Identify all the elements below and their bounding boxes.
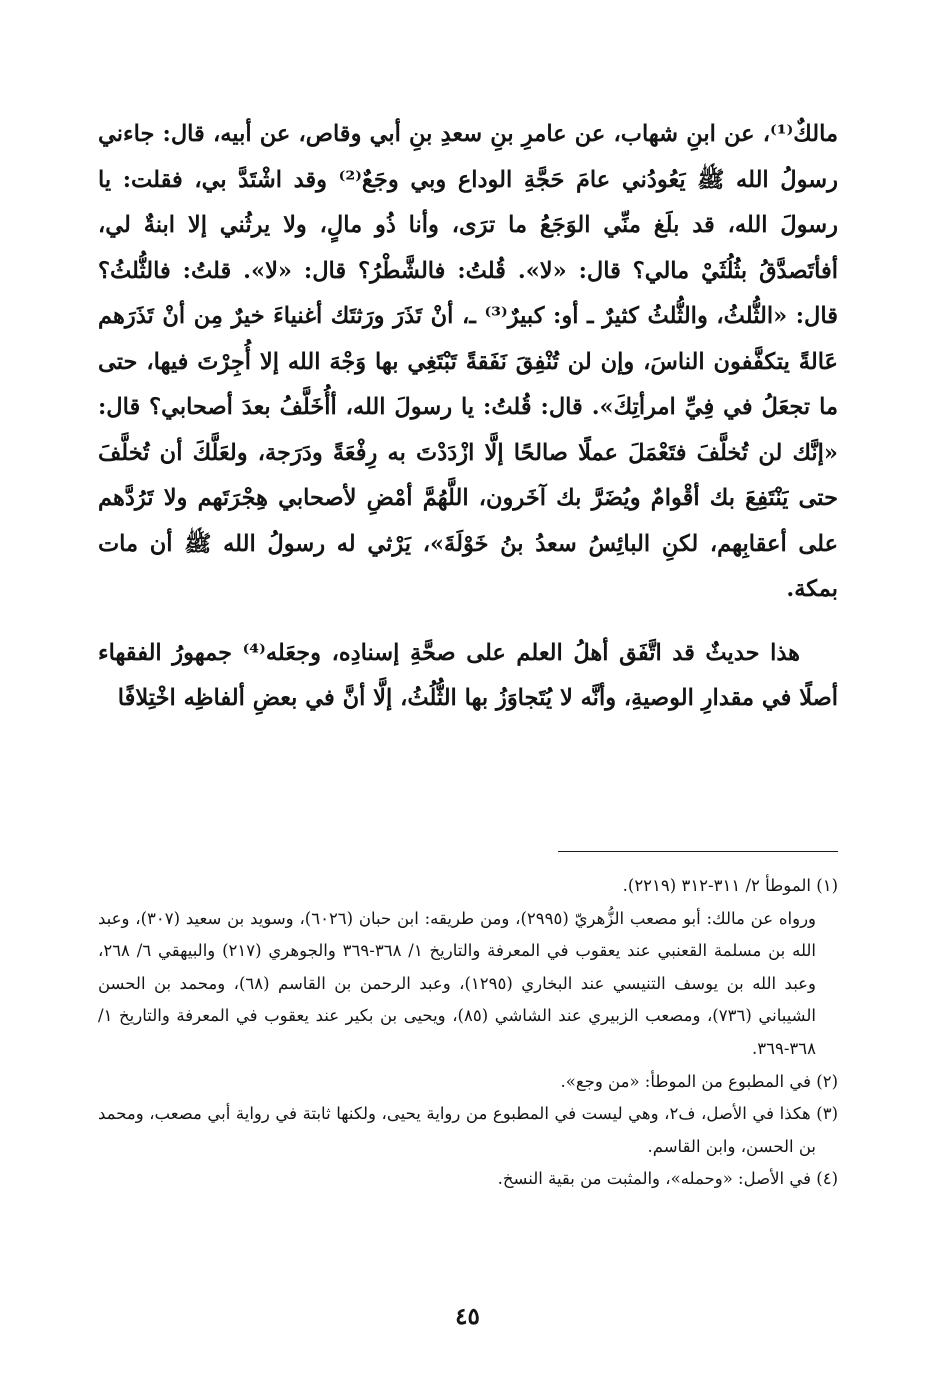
footnote-1: [98, 870, 838, 903]
footnote-text: في الأصل: «وحمله»، والمثبت من بقية النسخ.: [497, 1169, 811, 1189]
footnote-number: (٤): [816, 1169, 838, 1189]
page-number: ٤٥: [455, 1303, 480, 1330]
footnote-number: (٢): [816, 1071, 838, 1091]
paragraph-hadith: مالكٌ⁽¹⁾، عن ابنِ شهاب، عن عامرِ بنِ سعدِ بنِ أبي وقاص، عن أبيه، قال: جاءني رسولُ الله ﷺ يَعُودُني عامَ حَجَّةِ الوداع وبي وجَعٌ⁽²⁾ وقد اشْتَدَّ بي، فقلت: يا رسولَ الله، قد بلَغ منِّي الوَجَعُ ما ترَى، وأنا ذُو مالٍ، ولا يرثُني إلا ابنةٌ لي، أفأتَصدَّقُ بثُلُثَيْ مالي؟ قال: «لا». قُلتُ: فالشَّطْرُ؟ قال: «لا». قلتُ: فالثُّلثُ؟ قال: «الثُّلثُ، والثُّلثُ كثيرٌ ـ أو: كبيرٌ⁽³⁾ ـ، أنْ تَذَرَ ورَثتَك أغنياءَ خيرٌ مِن أنْ تَذَرَهم عَالةً يتكفَّفون الناسَ، وإن لن تُنْفِقَ نَفَقةً تَبْتَغِي بها وَجْهَ الله إلا أُجِرْتَ فيها، حتى ما تجعَلُ في فِيِّ امرأتِكَ». قال: قُلتُ: يا رسولَ الله، أأُخَلَّفُ بعدَ أصحابي؟ قال: «إنَّك لن تُخلَّفَ فتَعْمَلَ عملًا صالحًا إلَّا ازْدَدْتَ به رِفْعَةً ودَرَجة، ولعَلَّكَ أن تُخلَّفَ حتى يَنْتَفِعَ بك أقْوامٌ ويُضَرَّ بك آخَرون، اللَّهُمَّ أمْضِ لأصحابي هِجْرَتَهم ولا تَرُدَّهم على أعقابِهم، لكنِ البائِسُ سعدُ بنُ خَوْلَةَ»، يَرْثي له رسولُ الله ﷺ أن مات بمكة.: [98, 121, 839, 602]
footnote-text: ورواه عن مالك: أبو مصعب الزُّهريّ (٢٩٩٥)، ومن طريقه: ابن حبان (٦٠٢٦)، وسويد بن سعيد (٣٠٧)، وعبد الله بن مسلمة القعنبي عند يعقوب في المعرفة والتاريخ ١/ ٣٦٨-٣٦٩ والجوهري (٢١٧) والبيهقي ٦/ ٢٦٨، وعبد الله بن يوسف التنيسي عند البخاري (١٢٩٥)، وعبد الرحمن بن القاسم (٦٨)، ومحمد بن الحسن الشيباني (٧٣٦)، ومصعب الزبيري عند الشاشي (٨٥)، ويحيى بن بكير عند يعقوب في المعرفة والتاريخ ١/ ٣٦٨-٣٦٩.: [98, 908, 817, 1058]
footnote-3: [98, 1098, 838, 1163]
footnote-4: [98, 1163, 838, 1196]
footnote-text: في المطبوع من الموطأ: «من وجع».: [560, 1071, 811, 1091]
footnote-separator: [558, 851, 838, 852]
footnote-text: هكذا في الأصل، ف٢، وهي ليست في المطبوع من رواية يحيى، ولكنها ثابتة في رواية أبي مصعب، ومحمد بن الحسن، وابن القاسم.: [98, 1104, 816, 1156]
footnote-number: (١): [816, 876, 838, 895]
main-text: [98, 112, 838, 722]
footnote-1-continuation: [98, 903, 838, 1066]
footnote-number: (٣): [816, 1104, 839, 1124]
footnote-text: الموطأ ٢/ ٣١١-٣١٢ (٢٢١٩).: [622, 876, 811, 895]
footnote-2: [98, 1066, 838, 1099]
paragraph-commentary: هذا حديثٌ قد اتَّفَق أهلُ العلم على صحَّةِ إسنادِه، وجعَله⁽⁴⁾ جمهورُ الفقهاء أصلًا في مقدارِ الوصيةِ، وأنَّه لا يُتَجاوَزُ بها الثُّلُثُ، إلَّا أنَّ في بعضِ ألفاظِه اخْتِلافًا: [98, 639, 838, 711]
footnotes: [98, 870, 838, 1196]
